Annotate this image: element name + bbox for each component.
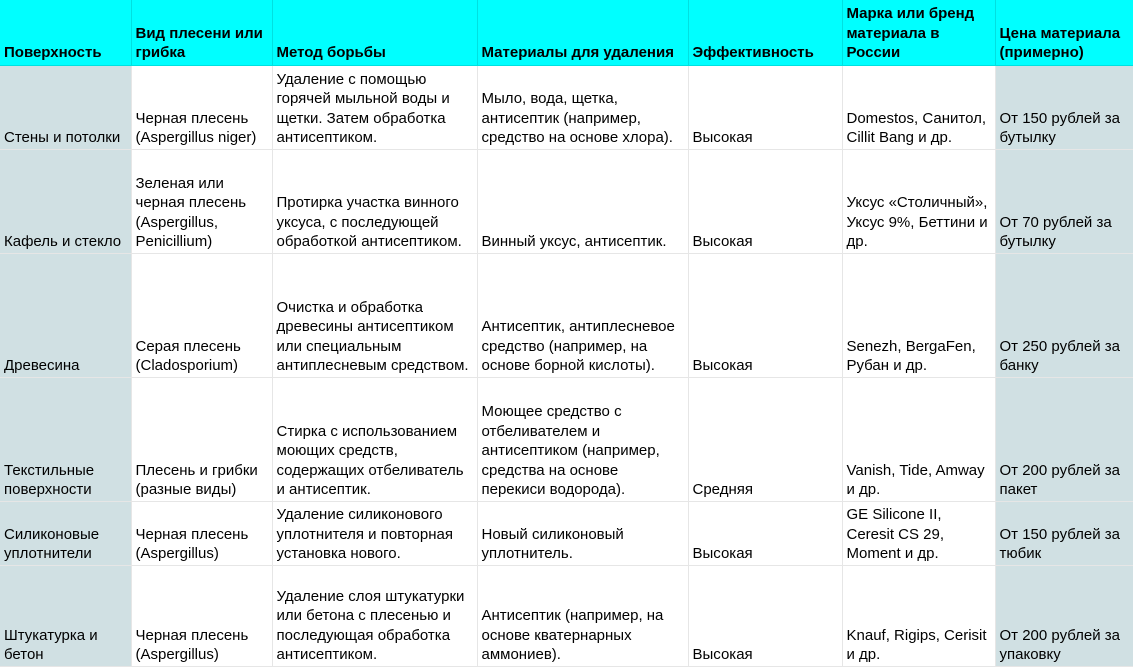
cell-surface[interactable]: Кафель и стекло — [0, 149, 131, 253]
cell-materials[interactable]: Мыло, вода, щетка, антисептик (например, средство на основе хлора). — [477, 65, 688, 149]
cell-mold-type[interactable]: Черная плесень (Aspergillus) — [131, 565, 272, 666]
cell-effectiveness[interactable]: Высокая — [688, 65, 842, 149]
cell-method[interactable]: Удаление с помощью горячей мыльной воды и щетки. Затем обработка антисептиком. — [272, 65, 477, 149]
cell-method[interactable]: Очистка и обработка древесины антисептиком или специальным антиплесневым средством. — [272, 253, 477, 377]
cell-brand[interactable]: Knauf, Rigips, Cerisit и др. — [842, 565, 995, 666]
header-surface[interactable]: Поверхность — [0, 0, 131, 65]
cell-brand[interactable]: Domestos, Санитол, Cillit Bang и др. — [842, 65, 995, 149]
cell-method[interactable]: Удаление слоя штукатурки или бетона с плесенью и последующая обработка антисептиком. — [272, 565, 477, 666]
header-brand[interactable]: Марка или бренд материала в России — [842, 0, 995, 65]
cell-brand[interactable]: Уксус «Столичный», Уксус 9%, Беттини и др. — [842, 149, 995, 253]
cell-method[interactable]: Протирка участка винного уксуса, с последующей обработкой антисептиком. — [272, 149, 477, 253]
cell-effectiveness[interactable]: Средняя — [688, 377, 842, 501]
cell-materials[interactable]: Антисептик (например, на основе кватернарных аммониев). — [477, 565, 688, 666]
table-row — [0, 377, 1133, 501]
cell-brand[interactable]: Vanish, Tide, Amway и др. — [842, 377, 995, 501]
header-effectiveness[interactable]: Эффективность — [688, 0, 842, 65]
cell-surface[interactable]: Штукатурка и бетон — [0, 565, 131, 666]
cell-surface[interactable]: Текстильные поверхности — [0, 377, 131, 501]
cell-materials[interactable]: Антисептик, антиплесневое средство (например, на основе борной кислоты). — [477, 253, 688, 377]
table-row — [0, 65, 1133, 149]
cell-effectiveness[interactable]: Высокая — [688, 565, 842, 666]
table-row — [0, 565, 1133, 666]
cell-mold-type[interactable]: Черная плесень (Aspergillus niger) — [131, 65, 272, 149]
cell-surface[interactable]: Стены и потолки — [0, 65, 131, 149]
cell-effectiveness[interactable]: Высокая — [688, 253, 842, 377]
cell-brand[interactable]: GE Silicone II, Ceresit CS 29, Moment и др. — [842, 501, 995, 565]
cell-brand[interactable]: Senezh, BergaFen, Рубан и др. — [842, 253, 995, 377]
cell-surface[interactable]: Древесина — [0, 253, 131, 377]
cell-mold-type[interactable]: Плесень и грибки (разные виды) — [131, 377, 272, 501]
header-method[interactable]: Метод борьбы — [272, 0, 477, 65]
cell-materials[interactable]: Винный уксус, антисептик. — [477, 149, 688, 253]
header-materials[interactable]: Материалы для удаления — [477, 0, 688, 65]
cell-price[interactable]: От 200 рублей за пакет — [995, 377, 1133, 501]
header-row — [0, 0, 1133, 65]
cell-materials[interactable]: Моющее средство с отбеливателем и антисептиком (например, средства на основе перекиси водорода). — [477, 377, 688, 501]
cell-materials[interactable]: Новый силиконовый уплотнитель. — [477, 501, 688, 565]
cell-mold-type[interactable]: Черная плесень (Aspergillus) — [131, 501, 272, 565]
cell-effectiveness[interactable]: Высокая — [688, 149, 842, 253]
cell-surface[interactable]: Силиконовые уплотнители — [0, 501, 131, 565]
header-mold-type[interactable]: Вид плесени или грибка — [131, 0, 272, 65]
header-price[interactable]: Цена материала (примерно) — [995, 0, 1133, 65]
cell-method[interactable]: Удаление силиконового уплотнителя и повторная установка нового. — [272, 501, 477, 565]
cell-price[interactable]: От 250 рублей за банку — [995, 253, 1133, 377]
cell-effectiveness[interactable]: Высокая — [688, 501, 842, 565]
cell-price[interactable]: От 150 рублей за бутылку — [995, 65, 1133, 149]
cell-price[interactable]: От 150 рублей за тюбик — [995, 501, 1133, 565]
cell-price[interactable]: От 70 рублей за бутылку — [995, 149, 1133, 253]
table-row — [0, 253, 1133, 377]
cell-mold-type[interactable]: Зеленая или черная плесень (Aspergillus, Penicillium) — [131, 149, 272, 253]
cell-price[interactable]: От 200 рублей за упаковку — [995, 565, 1133, 666]
cell-method[interactable]: Стирка с использованием моющих средств, содержащих отбеливатель и антисептик. — [272, 377, 477, 501]
table-row — [0, 501, 1133, 565]
table-row — [0, 149, 1133, 253]
cell-mold-type[interactable]: Серая плесень (Cladosporium) — [131, 253, 272, 377]
